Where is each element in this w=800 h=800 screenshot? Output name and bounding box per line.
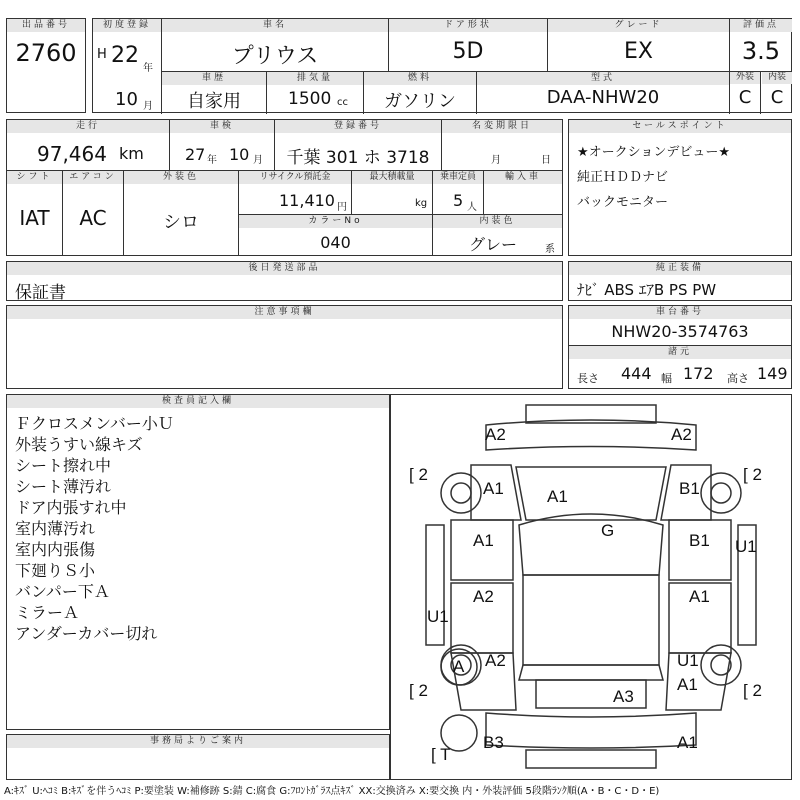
first-reg-month: 10 [115,89,138,110]
first-reg-era: H [97,47,107,62]
tire-fl: [ 2 [409,465,428,484]
damage-door-rr: A1 [689,587,710,606]
width-label: 幅 [661,372,672,385]
registration-label: 登録番号 [275,120,441,133]
inspector-note: 室内薄汚れ [15,519,96,538]
later-parts-label: 後日発送部品 [7,262,562,275]
damage-rear-right: A1 [677,733,698,752]
later-parts: 保証書 [15,283,66,303]
first-reg-label: 初度登録 [93,19,161,32]
damage-door-fl: A1 [473,531,494,550]
damage-front-left: A2 [485,425,506,444]
inspector-note: 室内内張傷 [15,540,96,559]
mileage: 97,464 [37,142,107,166]
sales-points-box [568,119,792,256]
exterior-label: 外装 [730,71,760,84]
damage-rocker-right: U1 [735,537,757,556]
capacity-unit: 人 [467,202,477,213]
height-label: 高さ [727,372,749,385]
inspector-note: 外装うすい線キズ [15,435,143,454]
sales-point: ★オークションデビュー★ [577,145,731,160]
damage-rocker-left: U1 [427,607,449,626]
shift-label: シフト [7,171,62,184]
car-outline [391,395,791,779]
inspection-label: 車検 [170,120,274,133]
interior-grade: C [770,87,784,108]
recycle-unit: 円 [337,202,347,213]
later-parts-box [6,261,563,301]
history-label: 車歴 [162,72,266,85]
displacement: 1500 [288,89,332,109]
body-color: シロ [163,212,199,233]
recycle-fee: 11,410 [279,191,335,210]
sales-point: バックモニター [577,195,669,210]
spare-a: A [453,657,465,676]
damage-hood: A1 [547,487,568,506]
caution-label: 注意事項欄 [7,306,562,319]
inspection-year-unit: 年 [207,155,217,166]
interior-color: グレー [469,235,518,254]
mileage-unit: km [119,144,144,163]
inspector-note: シート薄汚れ [15,477,112,496]
inspector-label: 検査員記入欄 [7,395,389,408]
office-label: 事務局よりご案内 [7,735,389,748]
equipment-label: 純正装備 [569,262,791,275]
damage-door-fr: B1 [689,531,710,550]
color-no-label: カラーNo [239,215,432,228]
displacement-label: 排気量 [267,72,363,85]
damage-door-rl: A2 [473,587,494,606]
fuel-label: 燃料 [364,72,476,85]
damage-front-right: A2 [671,425,692,444]
equipment-box [568,261,792,301]
length: 444 [621,364,652,383]
body-color-label: 外装色 [124,171,238,184]
damage-legend: A:ｷｽﾞ U:ﾍｺﾐ B:ｷｽﾞを伴うﾍｺﾐ P:要塗装 W:補修跡 S:錆 C:腐食 G:ﾌﾛﾝﾄｶﾞﾗｽ点ｷｽﾞ XX:交換済み X:要交換 内・外装評価 5段階ﾗﾝｸ順(A・B・C・D・E) [4,786,660,797]
first-reg-year: 22 [111,43,139,68]
damage-fender-fl: A1 [483,479,504,498]
damage-rear-left: B3 [483,733,504,752]
damage-roof: G [601,521,615,540]
damage-quarter-right-a: A1 [677,675,698,694]
first-reg-month-unit: 月 [143,101,153,112]
mileage-label: 走行 [7,120,169,133]
shift: IAT [19,206,50,230]
registration-number: 千葉 301 ホ 3718 [286,148,430,168]
capacity-label: 乗車定員 [433,171,483,184]
fuel: ガソリン [384,91,456,112]
damage-trunk: A3 [613,687,634,706]
car-name: プリウス [231,44,319,69]
inspector-note: バンパー下Ａ [15,582,110,601]
grade: EX [624,39,653,64]
chassis-box [568,305,792,389]
spare-t: [ T [431,745,451,764]
office-box [6,734,390,780]
lot-label: 出品番号 [7,19,85,32]
inspector-note: Ｆクロスメンバー小Ｕ [15,414,174,433]
tire-rl: [ 2 [409,681,428,700]
sales-points-label: セールスポイント [569,120,791,133]
inspection-year: 27 [185,145,206,164]
name-change-day: 日 [541,155,551,166]
tire-rr: [ 2 [743,681,762,700]
inspector-note: ドア内張すれ中 [15,498,127,517]
history: 自家用 [187,91,241,112]
interior-label: 内装 [762,71,792,84]
score-label: 評価点 [730,19,792,32]
name-change-label: 名変期限日 [442,120,562,133]
import-label: 輸入車 [484,171,562,184]
interior-color-unit: 系 [545,244,555,255]
inspector-note: アンダーカバー切れ [15,624,158,643]
exterior-grade: C [738,87,752,108]
inspection-month: 10 [229,145,250,164]
inspector-note: ミラーＡ [15,603,80,622]
length-label: 長さ [577,372,599,385]
model: DAA-NHW20 [546,87,660,108]
inspector-note: シート擦れ中 [15,456,112,475]
score: 3.5 [741,37,781,65]
grade-label: グレード [548,19,729,32]
first-reg-year-unit: 年 [143,63,153,74]
car-diagram [390,394,792,780]
interior-color-label: 内装色 [433,215,562,228]
door-type: 5D [452,39,484,64]
inspector-box [6,394,390,730]
top-info-box [92,18,792,113]
aircon-label: エアコン [63,171,123,184]
caution-box [6,305,563,389]
capacity: 5 [453,191,464,210]
tire-fr: [ 2 [743,465,762,484]
height: 149 [757,364,788,383]
chassis-label: 車台番号 [569,306,791,319]
equipment: ﾅﾋﾞ ABS ｴｱB PS PW [577,281,717,299]
car-name-label: 車名 [162,19,388,32]
max-load-label: 最大積載量 [352,171,432,184]
max-load-unit: kg [415,198,428,209]
damage-fender-fr: B1 [679,479,700,498]
mid-info-box [6,119,563,256]
sales-point: 純正ＨＤＤナビ [577,170,669,185]
lot-number: 2760 [15,39,77,67]
damage-quarter-left: A2 [485,651,506,670]
door-label: ドア形状 [389,19,547,32]
width: 172 [683,364,714,383]
aircon: AC [79,206,107,230]
dims-label: 諸元 [569,346,791,359]
model-label: 型式 [477,72,729,85]
name-change-month: 月 [491,155,501,166]
inspection-month-unit: 月 [253,155,263,166]
lot-box [6,18,86,113]
recycle-label: リサイクル預託金 [239,171,351,184]
chassis-number: NHW20-3574763 [611,322,749,341]
inspector-note: 下廻りＳ小 [15,561,96,580]
color-no: 040 [320,233,351,252]
damage-quarter-right-u: U1 [677,651,699,670]
displacement-unit: cc [337,97,348,108]
